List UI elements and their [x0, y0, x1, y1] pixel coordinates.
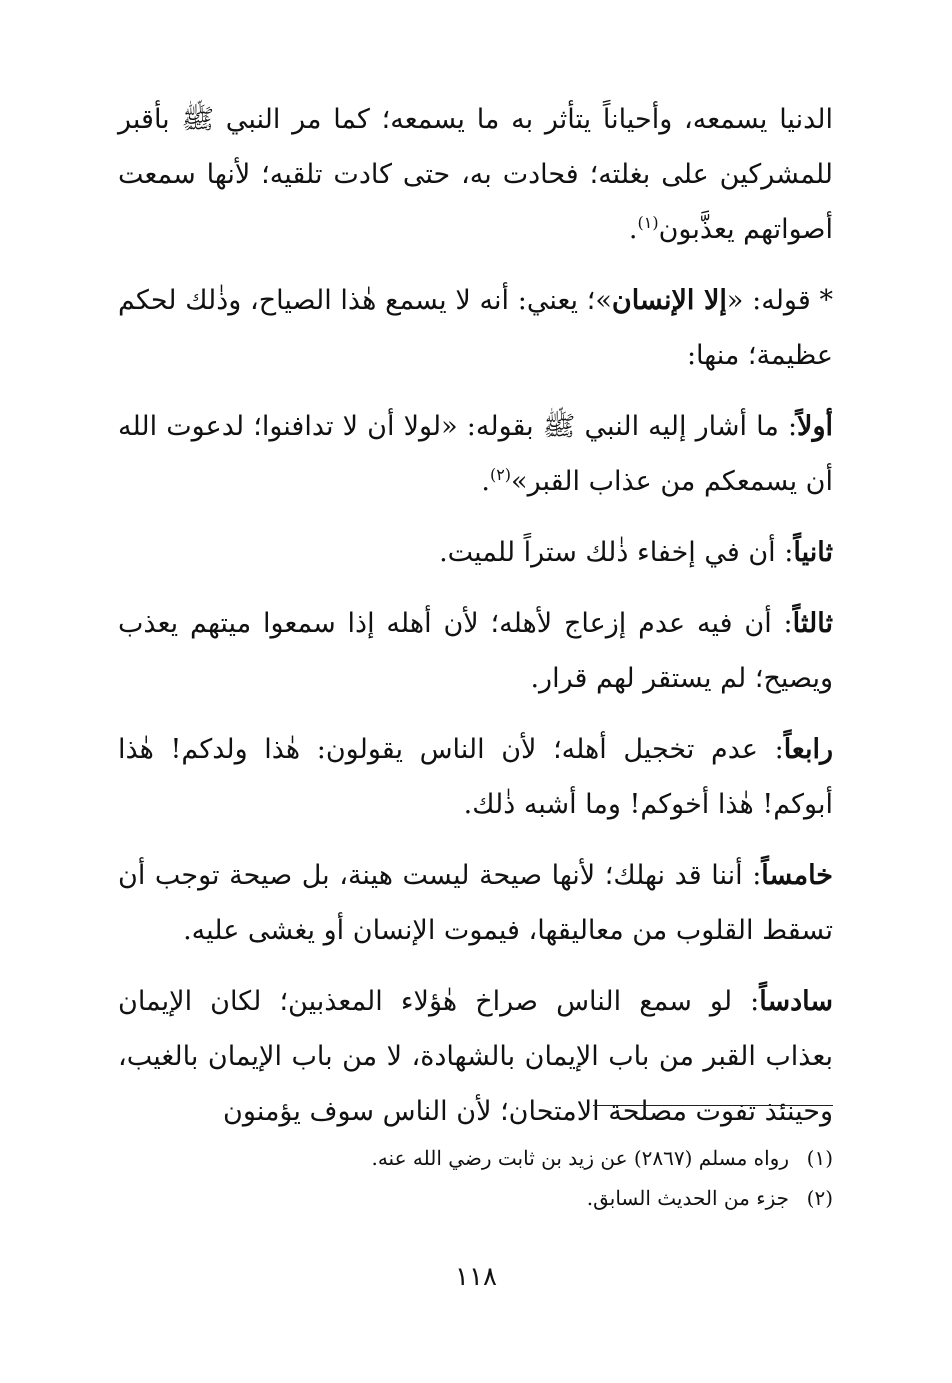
reason-1-end: . [481, 466, 490, 497]
quoted-phrase: إلا الإنسان [611, 285, 727, 316]
reason-5-text: : أننا قد نهلك؛ لأنها صيحة ليست هينة، بل صيحة توجب أن تسقط القلوب من معاليقها، فيموت الإنسان أو يغشى عليه. [118, 860, 833, 946]
main-text [118, 92, 833, 1155]
reason-6-text: : لو سمع الناس صراخ هٰؤلاء المعذبين؛ لكان الإيمان بعذاب القبر من باب الإيمان بالشهادة، لا من باب الإيمان بالغيب، وحينئذ تفوت مصلحة الامتحان؛ لأن الناس سوف يؤمنون [118, 986, 833, 1127]
footnote-text: جزء من الحديث السابق. [586, 1186, 789, 1210]
footnote-number: (١) [806, 1146, 833, 1170]
paragraph-1-text: الدنيا يسمعه، وأحياناً يتأثر به ما يسمعه؛ كما مر النبي ﷺ بأقبر للمشركين على بغلته؛ فحادت به، حتى كادت تلقيه؛ لأنها سمعت أصواتهم يعذَّبون [118, 104, 833, 245]
reason-1 [118, 399, 833, 509]
footnote-number: (٢) [806, 1186, 833, 1210]
reason-5-label: خامساً [761, 860, 833, 891]
reason-1-text: : ما أشار إليه النبي ﷺ بقوله: «لولا أن لا تدافنوا؛ لدعوت الله أن يسمعكم من عذاب القبر» [118, 411, 833, 497]
reason-2-text: : أن في إخفاء ذٰلك ستراً للميت. [439, 537, 794, 568]
footnote-divider [593, 1105, 833, 1106]
reason-1-label: أولاً [797, 411, 833, 442]
paragraph-2-rest: »؛ يعني: أنه لا يسمع هٰذا الصياح، وذٰلك لحكم عظيمة؛ منها: [118, 285, 833, 371]
footnote-ref-1: (١) [637, 213, 659, 232]
footnote-item [118, 1138, 833, 1178]
footnote-text: رواه مسلم (٢٨٦٧) عن زيد بن ثابت رضي الله عنه. [371, 1146, 789, 1170]
paragraph-2-lead: * قوله: « [726, 285, 834, 316]
paragraph-2 [118, 273, 833, 383]
paragraph-1 [118, 92, 833, 257]
page-number: ١١٨ [455, 1262, 497, 1292]
reason-6 [118, 974, 833, 1139]
reason-2 [118, 525, 833, 580]
footnote-ref-2: (٢) [489, 465, 512, 484]
reason-3-text: : أن فيه عدم إزعاج لأهله؛ لأن أهله إذا سمعوا ميتهم يعذب ويصيح؛ لم يستقر لهم قرار. [118, 608, 833, 694]
reason-4-label: رابعاً [783, 734, 833, 765]
reason-4 [118, 722, 833, 832]
reason-3-label: ثالثاً [792, 608, 833, 639]
reason-6-label: سادساً [759, 986, 833, 1017]
reason-2-label: ثانياً [793, 537, 833, 568]
paragraph-1-end: . [628, 214, 638, 245]
footnote-item [118, 1178, 833, 1218]
footnotes [118, 1138, 833, 1218]
reason-3 [118, 596, 833, 706]
reason-4-text: : عدم تخجيل أهله؛ لأن الناس يقولون: هٰذا ولدكم! هٰذا أبوكم! هٰذا أخوكم! وما أشبه ذٰلك. [118, 734, 833, 820]
reason-5 [118, 848, 833, 958]
